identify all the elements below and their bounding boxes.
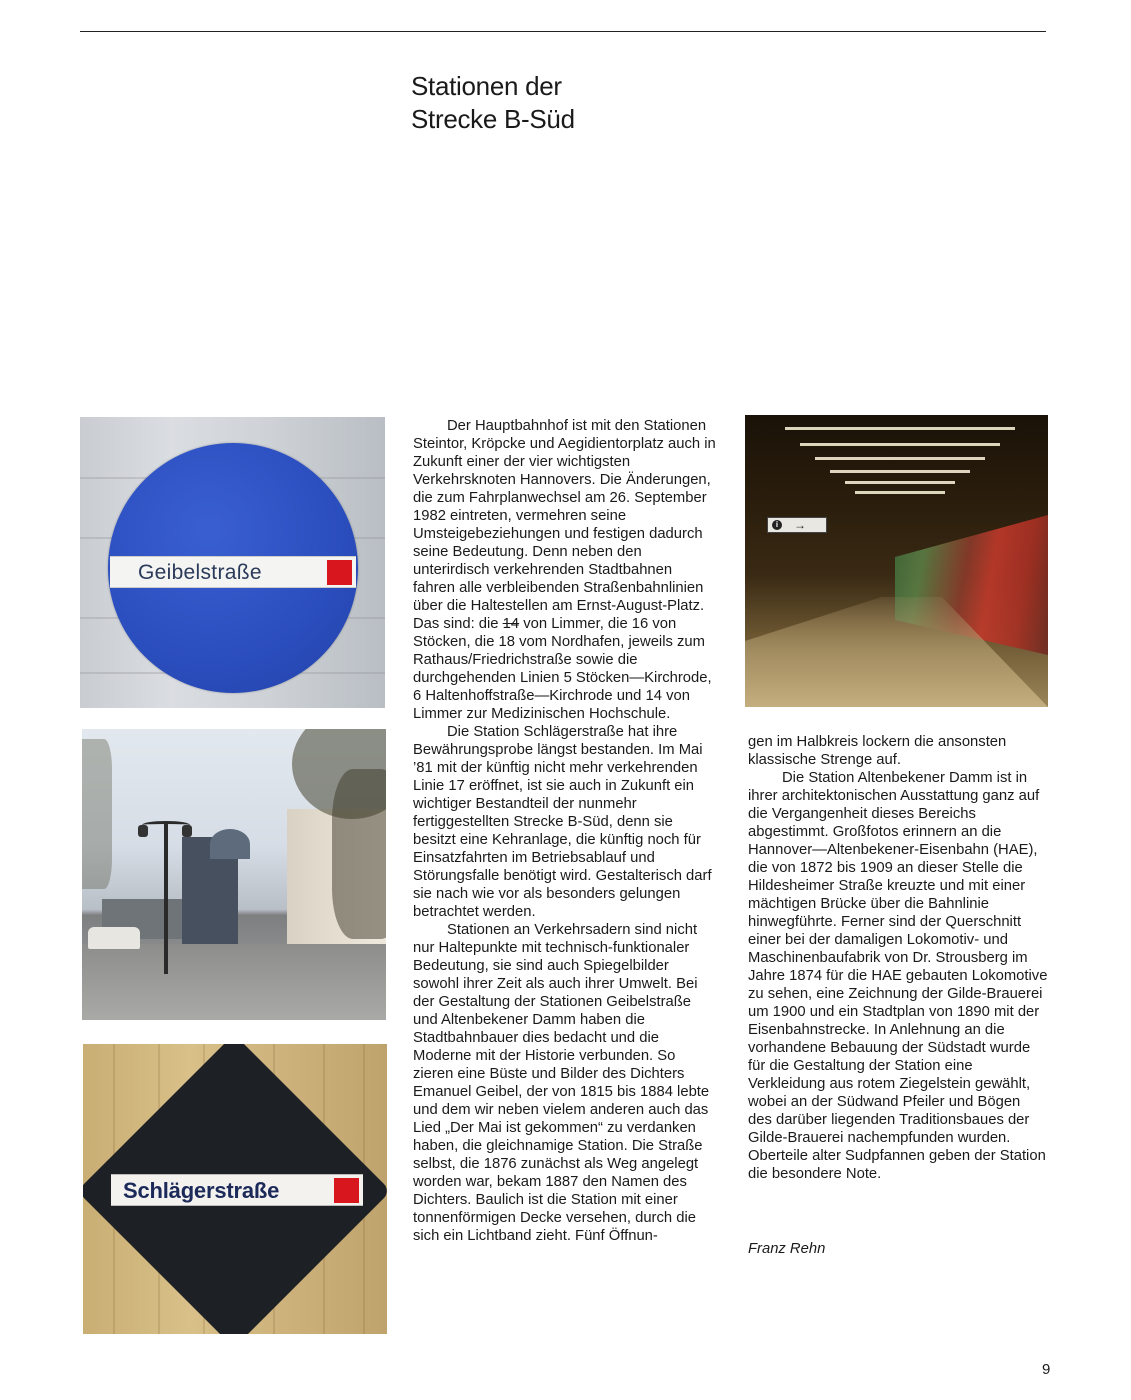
struck-number: 14 (502, 616, 520, 632)
paragraph: Die Station Altenbekener Damm ist in ihrer architektonischen Ausstattung ganz auf die Vergangenheit dieses Bereichs abgestimmt. Großfotos erinnern an die Hannover—Altenbekener-Eisenbahn (HAE), die von 1872 bis 1909 an dieser Stelle die Hildesheimer Straße kreuzte und mit einer mächtigen Brücke über die Bahnlinie hinwegführte. Ferner sind der Querschnitt einer bei der damaligen Lokomotiv- und Maschinenbaufabrik von Dr. Strousberg im Jahre 1874 für die HAE gebauten Lokomotive zu sehen, eine Zeichnung der Gilde-Brauerei um 1900 und ein Stadtplan von 1890 mit der Eisenbahnstrecke. In Anlehnung an die vorhandene Bebauung der Südstadt wurde für die Gestaltung der Station eine Verkleidung aus rotem Ziegelstein gewählt, wobei an der Südwand Pfeiler und Bögen des darüber liegenden Traditionsbaues der Gilde-Brauerei nachempfunden wurden. Oberteile alter Sudpfannen geben der Station die besondere Note. (748, 770, 1048, 1182)
paragraph: Stationen an Verkehrsadern sind nicht nur Haltepunkte mit technisch-funktionaler Bedeutung, sie sind auch Spiegelbilder sowohl ihrer Zeit als auch ihrer Umwelt. Bei der Gestaltung der Stationen Geibelstraße und Altenbekener Damm haben die Stadtbahnbauer dies bedacht und die Moderne mit der Historie verbunden. So zieren eine Büste und Bilder des Dichters Emanuel Geibel, der von 1815 bis 1884 lebte und dem wir neben vielem anderen auch das Lied „Der Mai ist gekommen“ zu verdanken haben, die gleichnamige Station. Die Straße selbst, die 1876 zunächst als Weg angelegt worden war, bekam 1887 den Namen des Dichters. Baulich ist die Station mit einer tonnenförmigen Decke versehen, durch die sich ein Lichtband zieht. Fünf Öffnun- (413, 922, 710, 1244)
lamp-head (138, 825, 148, 837)
road (82, 944, 386, 1020)
glass-building-dome (210, 829, 250, 859)
sign-station-name: Geibelstraße (138, 561, 262, 584)
arrow-right-icon: → (794, 518, 806, 532)
sign-red-square (327, 560, 352, 585)
paragraph: Die Station Schlägerstraße hat ihre Bewährungsprobe längst bestanden. Im Mai ’81 mit der künftig nicht mehr verkehrenden Linie 17 eröffnet, ist sie auch in Zukunft ein wichtiger Bestandteil der nunmehr fertiggestellten Strecke B-Süd, denn sie besitzt eine Kehranlage, die künftig noch für Einsatzfahrten im Betriebsablauf und Störungsfalle benötigt wird. Gestalterisch darf sie nach wie vor als besonders gelungen betrachtet werden. (413, 724, 712, 920)
info-sign (767, 517, 827, 533)
sign-station-name: Schlägerstraße (123, 1178, 280, 1203)
ceiling-light (845, 481, 955, 484)
title-line-1: Stationen der (411, 71, 562, 101)
ceiling-light (815, 457, 985, 460)
lamp-head (182, 825, 192, 837)
page-number: 9 (1042, 1361, 1051, 1378)
sign-red-square (334, 1178, 359, 1203)
info-icon: i (772, 520, 782, 530)
sign-name-bar (111, 1174, 363, 1206)
top-rule (80, 31, 1046, 32)
ceiling-light (800, 443, 1000, 446)
article-column-middle (413, 417, 718, 1245)
ceiling-light (785, 427, 1015, 430)
title-line-2: Strecke B-Süd (411, 104, 575, 134)
photo-underground-station (745, 415, 1048, 707)
page-title (411, 70, 811, 136)
ceiling-light (855, 491, 945, 494)
ceiling-light (830, 470, 970, 473)
tree-trunk-area (332, 769, 386, 939)
article-column-right (748, 733, 1048, 1183)
paragraph-text: Der Hauptbahnhof ist mit den Stationen Steintor, Kröpcke und Aegidientorplatz auch in Zukunft einer der vier wichtigsten Verkehrsknoten Hannovers. Die Änderungen, die zum Fahrplanwechsel am 26. September 1982 eintreten, vermehren seine Umsteigebeziehungen und festigen dadurch seine Bedeutung. Denn neben den unterirdisch verkehrenden Stadtbahnen fahren alle verbleibenden Straßenbahnlinien über die Haltestellen am Ernst-August-Platz. Das sind: die (413, 418, 716, 632)
parked-car (88, 927, 140, 949)
author-name: Franz Rehn (748, 1241, 826, 1257)
paragraph: gen im Halbkreis lockern die ansonsten klassische Strenge auf. (748, 734, 1007, 768)
paragraph (413, 417, 718, 723)
photo-geibelstrasse-sign (80, 417, 385, 708)
photo-street-scene (82, 729, 386, 1020)
paragraph-text: von Limmer, die 16 von Stöcken, die 18 vom Nordhafen, jeweils zum Rathaus/Friedrichstraße sowie die durchgehenden Linien 5 Stöcken—Kirchrode, 6 Haltenhoffstraße—Kirchrode und 14 von Limmer zur Medizinischen Hochschule. (413, 616, 712, 722)
photo-schlaegerstrasse-sign (83, 1044, 387, 1334)
lamp-post (164, 824, 168, 974)
sign-name-bar (110, 556, 356, 588)
tree-left (82, 739, 112, 889)
